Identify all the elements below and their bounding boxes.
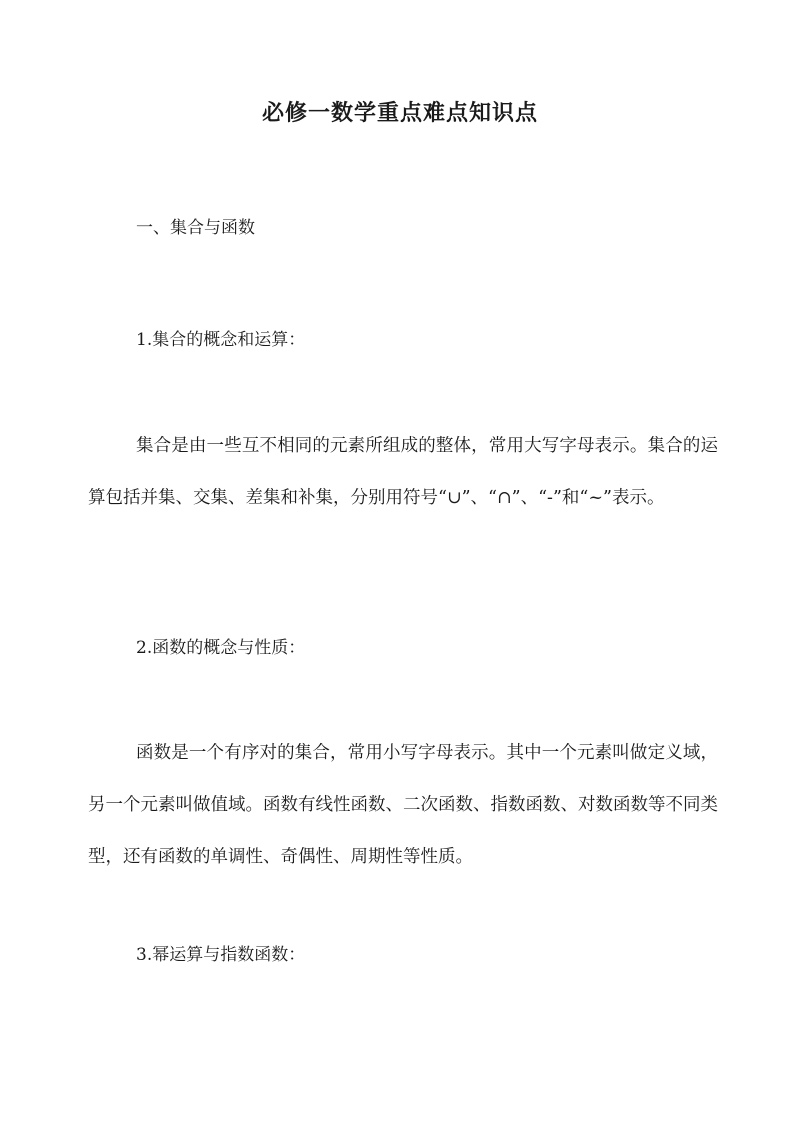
subheading-function-concepts: 2.函数的概念与性质： bbox=[136, 638, 306, 658]
subheading-set-concepts: 1.集合的概念和运算： bbox=[136, 330, 306, 350]
page-title: 必修一数学重点难点知识点 bbox=[261, 100, 538, 126]
paragraph-function-concepts: 函数是一个有序对的集合，常用小写字母表示。其中一个元素叫做定义域，另一个元素叫做值域。函数有线性函数、二次函数、指数函数、对数函数等不同类型，还有函数的单调性、奇偶性、周期性等性质。 bbox=[88, 743, 718, 867]
paragraph-set-concepts: 集合是由一些互不相同的元素所组成的整体，常用大写字母表示。集合的运算包括并集、交集、差集和补集，分别用符号“∪”、“∩”、“-”和“~”表示。 bbox=[88, 436, 718, 508]
subheading-exponent-functions: 3.幂运算与指数函数： bbox=[136, 945, 306, 965]
section-heading-sets-functions: 一、集合与函数 bbox=[136, 218, 255, 238]
